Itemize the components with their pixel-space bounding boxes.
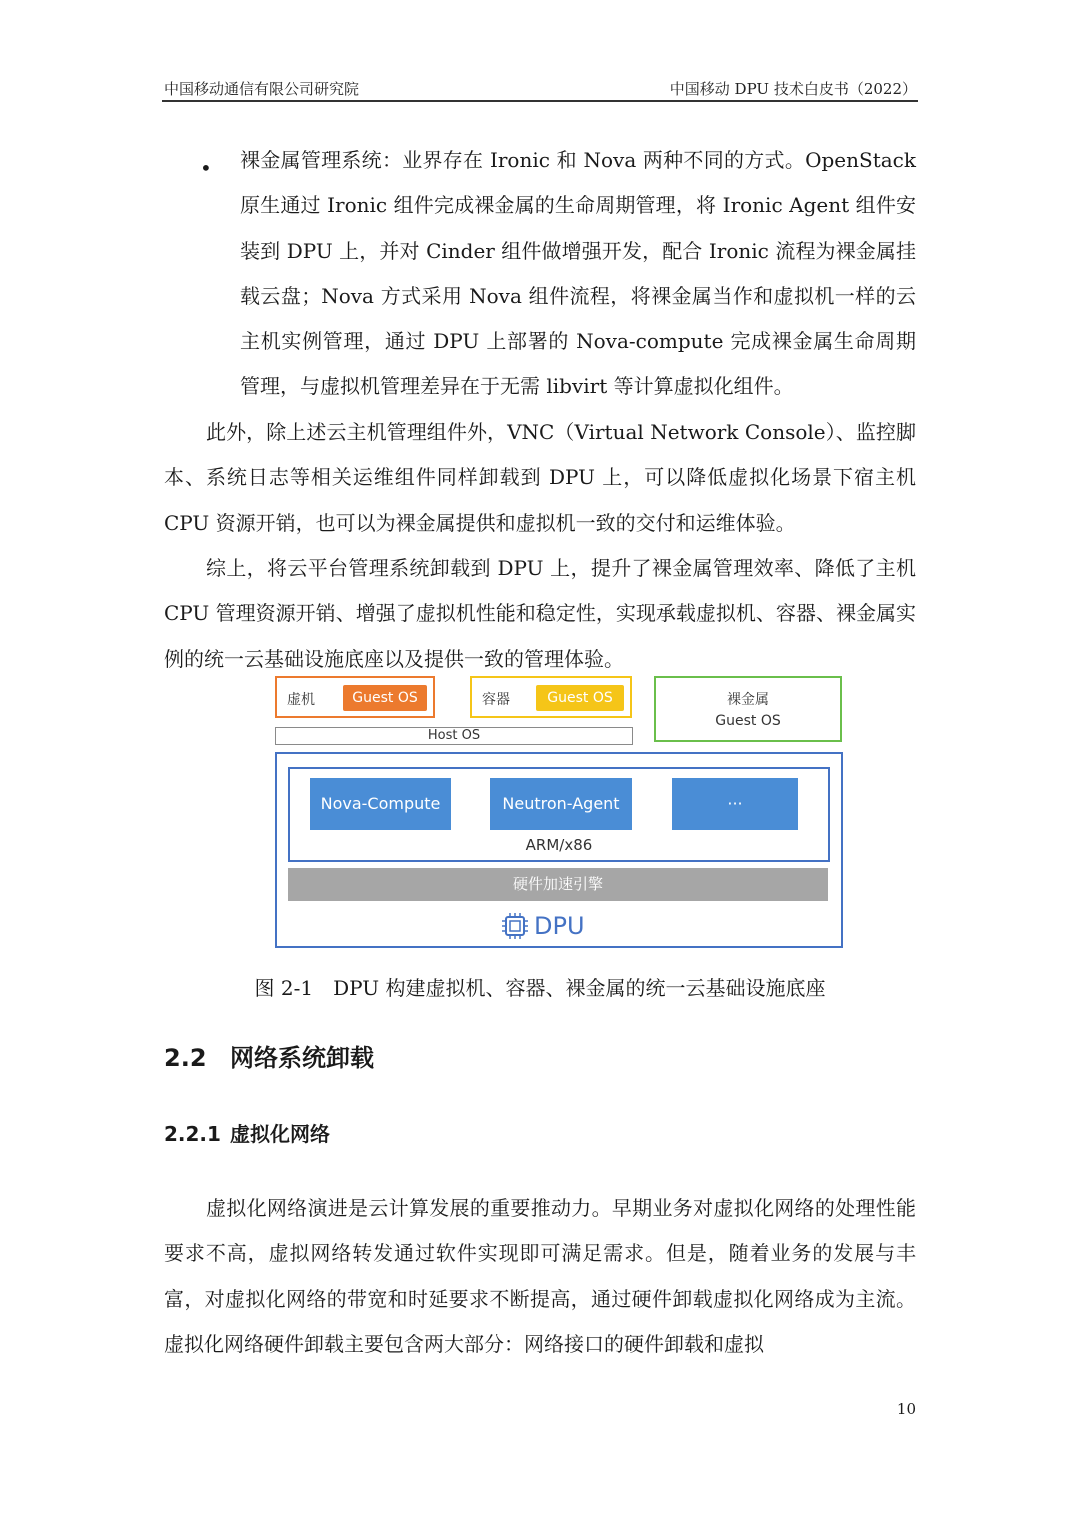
baremetal-label: 裸金属 xyxy=(727,692,769,708)
body-paragraph-3: 虚拟化网络演进是云计算发展的重要推动力。早期业务对虚拟化网络的处理性能要求不高，虚拟网络转发通过软件实现即可满足需求。但是，随着业务的发展与丰富，对虚拟化网络的带宽和时延要求不断提高，通过硬件卸载虚拟化网络成为主流。虚拟化网络硬件卸载主要包含两大部分：网络接口的硬件卸载和虚拟 xyxy=(164,1196,916,1356)
chip-icon xyxy=(500,911,530,941)
body-paragraph-1: 此外，除上述云主机管理组件外，VNC（Virtual Network Console）、监控脚本、系统日志等相关运维组件同样卸载到 DPU 上，可以降低虚拟化场景下宿主机 CPU 资源开销，也可以为裸金属提供和虚拟机一致的交付和运维体验。 xyxy=(164,420,916,535)
page-number: 10 xyxy=(896,1400,916,1418)
arch-label: ARM/x86 xyxy=(525,836,593,854)
figure-caption: 图 2-1 DPU 构建虚拟机、容器、裸金属的统一云基础设施底座 xyxy=(254,976,826,1000)
hardware-accel-bar: 硬件加速引擎 xyxy=(288,868,828,901)
header-left-text: 中国移动通信有限公司研究院 xyxy=(164,80,360,98)
dpu-logo-text: DPU xyxy=(534,912,585,940)
container-guest-os: Guest OS xyxy=(536,685,624,711)
neutron-agent-block: Neutron-Agent xyxy=(490,778,632,830)
bullet-paragraph: 裸金属管理系统：业界存在 Ironic 和 Nova 两种不同的方式。OpenStack 原生通过 Ironic 组件完成裸金属的生命周期管理，将 Ironic Agent 组件安装到 DPU 上，并对 Cinder 组件做增强开发，配合 Ironic 流程为裸金属挂载云盘；Nova 方式采用 Nova 组件流程，将裸金属当作和虚拟机一样的云主机实例管理，通过 DPU 上部署的 Nova-compute 完成裸金属生命周期管理，与虚拟机管理差异在于无需 libvirt 等计算虚拟化组件。 xyxy=(240,148,916,399)
header-right-text: 中国移动 DPU 技术白皮书（2022） xyxy=(669,80,917,98)
baremetal-box xyxy=(654,676,842,742)
body-paragraph-2: 综上，将云平台管理系统卸载到 DPU 上，提升了裸金属管理效率、降低了主机 CPU 管理资源开销、增强了虚拟机性能和稳定性，实现承载虚拟机、容器、裸金属实例的统一云基础设施底座以及提供一致的管理体验。 xyxy=(164,556,916,671)
subsection-number: 2.2.1 xyxy=(164,1122,221,1146)
section-heading xyxy=(164,1038,374,1073)
nova-compute-block: Nova-Compute xyxy=(310,778,451,830)
more-components-block: ··· xyxy=(672,778,798,830)
container-box xyxy=(470,676,632,718)
baremetal-guest-os: Guest OS xyxy=(715,713,781,729)
subsection-title: 虚拟化网络 xyxy=(230,1122,330,1146)
host-os-bar: Host OS xyxy=(275,727,633,745)
dpu-logo xyxy=(500,910,585,942)
header-divider xyxy=(162,100,918,102)
subsection-heading xyxy=(164,1118,330,1147)
container-label: 容器 xyxy=(482,692,510,708)
section-title: 网络系统卸载 xyxy=(230,1044,374,1072)
vm-guest-os: Guest OS xyxy=(343,685,427,711)
vm-box xyxy=(275,676,435,718)
bullet-dot: • xyxy=(200,156,212,180)
section-number: 2.2 xyxy=(164,1044,207,1072)
vm-label: 虚机 xyxy=(287,692,315,708)
